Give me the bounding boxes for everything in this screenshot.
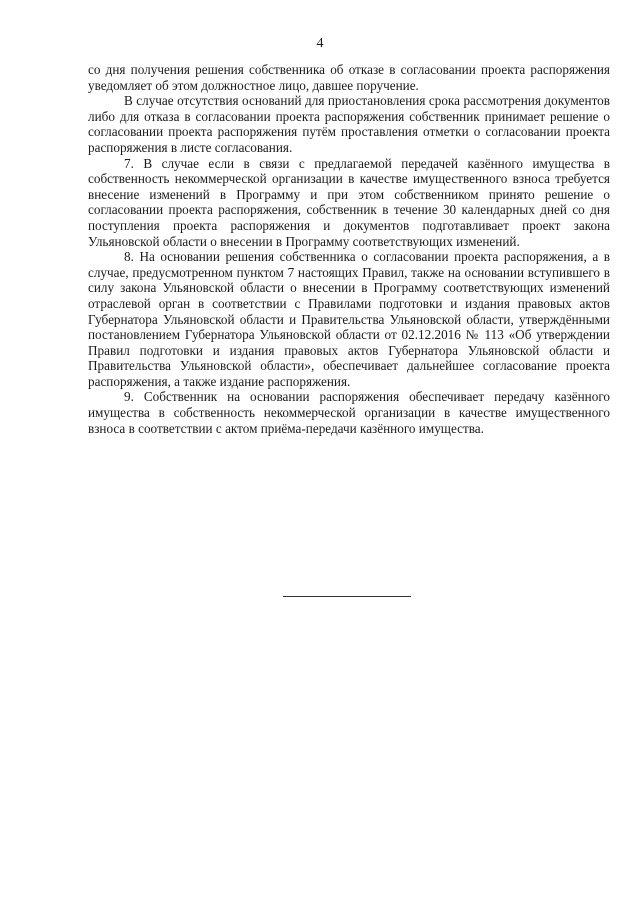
paragraph-item-9: 9. Собственник на основании распоряжения обеспечивает передачу казённого имущества в собственность некоммерческой организации в качестве имущественного взноса в соответствии с актом приёма-передачи казённого имущества.: [88, 389, 610, 436]
paragraph-item-7: 7. В случае если в связи с предлагаемой передачей казённого имущества в собственность некоммерческой организации в качестве имущественного взноса требуется внесение изменений в Программу и при этом собственником принято решение о согласовании проекта распоряжения, собственник в течение 30 календарных дней со дня поступления проекта распоряжения и документов подготавливает проект закона Ульяновской области о внесении в Программу соответствующих изменений.: [88, 155, 610, 249]
paragraph-item-8: 8. На основании решения собственника о согласовании проекта распоряжения, а в случае, предусмотренном пунктом 7 настоящих Правил, также на основании вступившего в силу закона Ульяновской области о внесении в Программу соответствующих изменений отраслевой орган в соответствии с Правилами подготовки и издания правовых актов Губернатора Ульяновской области и Правительства Ульяновской области, утверждёнными постановлением Губернатора Ульяновской области от 02.12.2016 № 113 «Об утверждении Правил подготовки и издания правовых актов Губернатора Ульяновской области и Правительства Ульяновской области», обеспечивает дальнейшее согласование проекта распоряжения, а также издание распоряжения.: [88, 249, 610, 389]
document-body: [88, 62, 610, 436]
paragraph-approval: В случае отсутствия оснований для приостановления срока рассмотрения документов либо для отказа в согласовании проекта распоряжения собственник принимает решение о согласовании проекта распоряжения путём проставления отметки о согласовании проекта распоряжения в листе согласования.: [88, 93, 610, 155]
paragraph-continuation: со дня получения решения собственника об отказе в согласовании проекта распоряжения уведомляет об этом должностное лицо, давшее поручение.: [88, 62, 610, 93]
end-divider-line: [283, 596, 411, 597]
page-number: 4: [316, 36, 324, 51]
